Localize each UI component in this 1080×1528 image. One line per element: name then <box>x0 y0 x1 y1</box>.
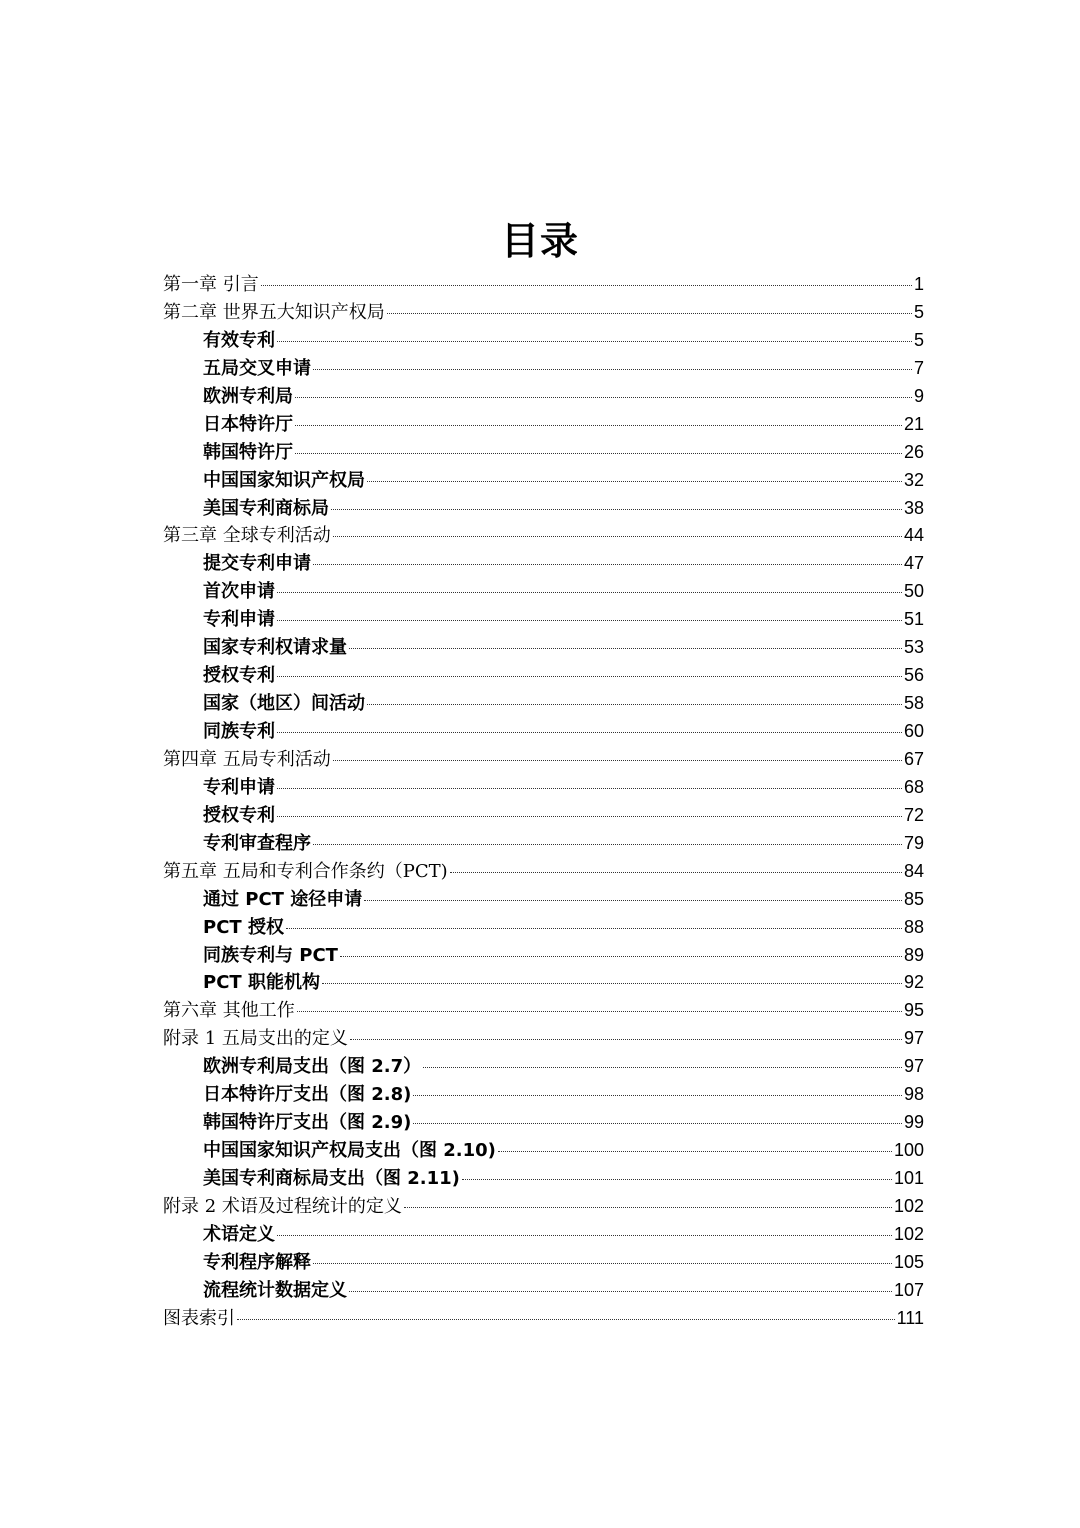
dot-leader <box>367 481 902 482</box>
toc-section-entry[interactable] <box>163 606 924 634</box>
toc-section-entry[interactable] <box>163 327 924 355</box>
toc-page-number: 38 <box>903 497 924 518</box>
toc-section-entry[interactable] <box>163 1277 924 1305</box>
dot-leader <box>277 592 902 593</box>
toc-section-entry[interactable] <box>163 662 924 690</box>
dot-leader <box>349 648 902 649</box>
dot-leader <box>313 844 902 845</box>
toc-page-number: 92 <box>903 972 924 993</box>
toc-entry-label: 提交专利申请 <box>203 553 311 575</box>
toc-page-number: 21 <box>903 413 924 434</box>
toc-entry-label: 第四章 五局专利活动 <box>163 748 331 770</box>
toc-page-number: 72 <box>903 804 924 825</box>
toc-chapter-entry[interactable] <box>163 299 924 327</box>
toc-page-number: 98 <box>903 1084 924 1105</box>
toc-page-number: 68 <box>903 776 924 797</box>
toc-chapter-entry[interactable] <box>163 997 924 1025</box>
toc-page-number: 7 <box>913 357 924 378</box>
toc-section-entry[interactable] <box>163 1165 924 1193</box>
toc-entry-label: 韩国特许厅支出（图 2.9) <box>203 1112 412 1134</box>
toc-entry-label: PCT 授权 <box>203 916 284 938</box>
dot-leader <box>295 425 902 426</box>
toc-chapter-entry[interactable] <box>163 522 924 550</box>
dot-leader <box>413 1095 902 1096</box>
toc-entry-label: 流程统计数据定义 <box>203 1279 347 1301</box>
toc-section-entry[interactable] <box>163 383 924 411</box>
dot-leader <box>295 397 912 398</box>
toc-entry-label: 通过 PCT 途径申请 <box>203 888 363 910</box>
toc-entry-label: 附录 1 五局支出的定义 <box>163 1028 348 1050</box>
dot-leader <box>295 453 902 454</box>
toc-entry-label: 第六章 其他工作 <box>163 1000 295 1022</box>
toc-section-entry[interactable] <box>163 1053 924 1081</box>
dot-leader <box>350 1039 902 1040</box>
toc-entry-label: 专利申请 <box>203 609 275 631</box>
toc-page-number: 88 <box>903 916 924 937</box>
toc-entry-label: 专利程序解释 <box>203 1251 311 1273</box>
dot-leader <box>349 1291 892 1292</box>
toc-chapter-entry[interactable] <box>163 1193 924 1221</box>
page-title: 目录 <box>500 219 579 264</box>
toc-page-number: 9 <box>913 385 924 406</box>
toc-section-entry[interactable] <box>163 802 924 830</box>
dot-leader <box>423 1067 902 1068</box>
toc-entry-label: 欧洲专利局 <box>203 385 293 407</box>
toc-entry-label: 有效专利 <box>203 329 275 351</box>
dot-leader <box>297 1011 902 1012</box>
toc-section-entry[interactable] <box>163 550 924 578</box>
toc-section-entry[interactable] <box>163 830 924 858</box>
toc-page-number: 32 <box>903 469 924 490</box>
dot-leader <box>367 704 902 705</box>
toc-entry-label: 韩国特许厅 <box>203 441 293 463</box>
toc-section-entry[interactable] <box>163 774 924 802</box>
toc-page-number: 107 <box>893 1279 924 1300</box>
toc-section-entry[interactable] <box>163 634 924 662</box>
toc-chapter-entry[interactable] <box>163 1025 924 1053</box>
toc-section-entry[interactable] <box>163 355 924 383</box>
toc-page-number: 97 <box>903 1028 924 1049</box>
toc-entry-label: 中国国家知识产权局 <box>203 469 365 491</box>
toc-entry-label: 国家（地区）间活动 <box>203 693 365 715</box>
dot-leader <box>333 760 902 761</box>
toc-section-entry[interactable] <box>163 411 924 439</box>
toc-entry-label: 授权专利 <box>203 804 275 826</box>
toc-page-number: 44 <box>903 525 924 546</box>
dot-leader <box>462 1179 892 1180</box>
dot-leader <box>277 732 902 733</box>
toc-entry-label: 第一章 引言 <box>163 274 259 295</box>
toc-section-entry[interactable] <box>163 578 924 606</box>
toc-entry-label: 第五章 五局和专利合作条约（PCT) <box>163 860 448 882</box>
dot-leader <box>364 900 902 901</box>
toc-chapter-entry[interactable] <box>163 746 924 774</box>
toc-page-number: 100 <box>893 1140 924 1161</box>
toc-entry-label: 第二章 世界五大知识产权局 <box>163 301 385 323</box>
toc-entry-label: 美国专利商标局支出（图 2.11) <box>203 1168 460 1189</box>
dot-leader <box>313 564 902 565</box>
toc-section-entry[interactable] <box>163 942 924 970</box>
toc-section-entry[interactable] <box>163 1081 924 1109</box>
toc-page-number: 111 <box>896 1307 924 1328</box>
toc-page-number: 89 <box>903 944 924 965</box>
toc-section-entry[interactable] <box>163 690 924 718</box>
dot-leader <box>277 788 902 789</box>
toc-page-number: 1 <box>913 274 924 294</box>
toc-page-number: 79 <box>903 832 924 853</box>
toc-entry-label: 日本特许厅 <box>203 413 293 435</box>
toc-page-number: 5 <box>913 329 924 350</box>
toc-page-number: 84 <box>903 860 924 881</box>
toc-section-entry[interactable] <box>163 1137 924 1165</box>
dot-leader <box>333 536 902 537</box>
toc-page-number: 56 <box>903 665 924 686</box>
toc-entry-label: 专利申请 <box>203 776 275 798</box>
table-of-contents <box>163 271 924 1333</box>
toc-page-number: 60 <box>903 721 924 741</box>
toc-chapter-entry[interactable] <box>163 271 924 299</box>
dot-leader <box>498 1151 892 1152</box>
dot-leader <box>237 1319 895 1320</box>
dot-leader <box>331 509 902 510</box>
toc-page-number: 26 <box>903 441 924 462</box>
toc-page-number: 85 <box>903 888 924 909</box>
toc-section-entry[interactable] <box>163 1249 924 1277</box>
toc-page-number: 105 <box>893 1251 924 1272</box>
toc-section-entry[interactable] <box>163 886 924 914</box>
toc-section-entry[interactable] <box>163 1109 924 1137</box>
toc-page-number: 51 <box>903 609 924 630</box>
toc-chapter-entry[interactable] <box>163 858 924 886</box>
toc-entry-label: 国家专利权请求量 <box>203 637 347 659</box>
toc-entry-label: 美国专利商标局 <box>203 497 329 519</box>
toc-entry-label: 日本特许厅支出（图 2.8) <box>203 1084 412 1106</box>
dot-leader <box>261 285 912 286</box>
dot-leader <box>277 1235 892 1236</box>
toc-page-number: 97 <box>903 1056 924 1077</box>
dot-leader <box>413 1123 902 1124</box>
toc-entry-label: 五局交叉申请 <box>203 357 311 379</box>
toc-section-entry[interactable] <box>163 718 924 746</box>
dot-leader <box>340 956 902 957</box>
toc-entry-label: 首次申请 <box>203 581 275 603</box>
toc-page-number: 53 <box>903 637 924 658</box>
toc-page-number: 47 <box>903 553 924 574</box>
dot-leader <box>286 928 902 929</box>
toc-section-entry[interactable] <box>163 969 924 997</box>
dot-leader <box>313 1263 892 1264</box>
dot-leader <box>450 872 902 873</box>
dot-leader <box>277 816 902 817</box>
dot-leader <box>404 1207 892 1208</box>
toc-chapter-entry[interactable] <box>163 1305 924 1333</box>
toc-entry-label: 授权专利 <box>203 665 275 687</box>
toc-page-number: 58 <box>903 693 924 714</box>
dot-leader <box>277 620 902 621</box>
dot-leader <box>313 369 912 370</box>
toc-page-number: 95 <box>903 1000 924 1021</box>
toc-entry-label: 欧洲专利局支出（图 2.7） <box>203 1056 422 1078</box>
dot-leader <box>387 313 912 314</box>
toc-section-entry[interactable] <box>163 914 924 942</box>
toc-page-number: 99 <box>903 1112 924 1133</box>
toc-section-entry[interactable] <box>163 495 924 523</box>
toc-entry-label: 同族专利与 PCT <box>203 944 338 966</box>
toc-entry-label: 术语定义 <box>203 1223 275 1245</box>
toc-entry-label: 专利审查程序 <box>203 832 311 854</box>
toc-entry-label: 附录 2 术语及过程统计的定义 <box>163 1195 402 1217</box>
toc-page-number: 101 <box>893 1168 924 1188</box>
toc-section-entry[interactable] <box>163 439 924 467</box>
toc-page-number: 50 <box>903 581 924 602</box>
dot-leader <box>322 983 902 984</box>
toc-entry-label: 中国国家知识产权局支出（图 2.10) <box>203 1140 496 1162</box>
toc-page-number: 102 <box>893 1223 924 1244</box>
toc-page-number: 67 <box>903 748 924 769</box>
toc-entry-label: 图表索引 <box>163 1307 235 1329</box>
toc-page-number: 102 <box>893 1195 924 1216</box>
toc-page-number: 5 <box>913 301 924 322</box>
toc-entry-label: 同族专利 <box>203 721 275 742</box>
toc-section-entry[interactable] <box>163 1221 924 1249</box>
toc-entry-label: PCT 职能机构 <box>203 972 320 994</box>
toc-entry-label: 第三章 全球专利活动 <box>163 525 331 547</box>
dot-leader <box>277 676 902 677</box>
toc-section-entry[interactable] <box>163 467 924 495</box>
dot-leader <box>277 341 912 342</box>
